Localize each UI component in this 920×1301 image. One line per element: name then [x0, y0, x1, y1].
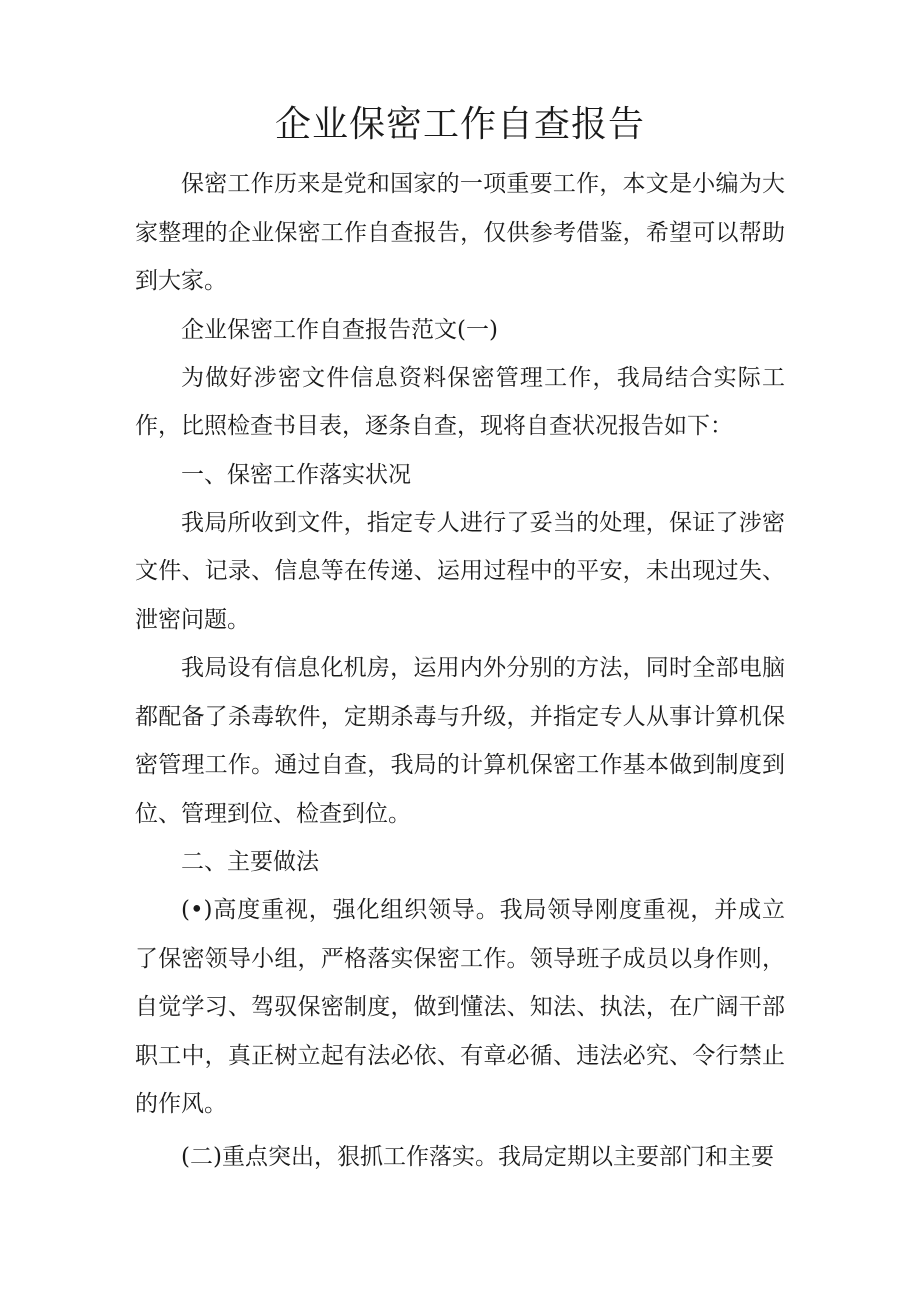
section-heading-implementation: 一、保密工作落实状况 — [181, 461, 411, 488]
document-body — [135, 160, 785, 1181]
document-title: 企业保密工作自查报告 — [274, 104, 645, 145]
paragraph-documents: 我局所收到文件，指定专人进行了妥当的处理，保证了涉密文件、记录、信息等在传递、运用过程中的平安，未出现过失、泄密问题。 — [135, 509, 785, 633]
paragraph-purpose: 为做好涉密文件信息资料保密管理工作，我局结合实际工作，比照检查书目表，逐条自查，现将自查状况报告如下： — [135, 364, 785, 439]
paragraph-leadership: (•)高度重视，强化组织领导。我局领导刚度重视，并成立了保密领导小组，严格落实保密工作。领导班子成员以身作则，自觉学习、驾驭保密制度，做到懂法、知法、执法，在广阔干部职工中，真正树立起有法必依、有章必循、违法必究、令行禁止的作风。 — [135, 897, 785, 1117]
section-heading-sample-one: 企业保密工作自查报告范文(一) — [181, 316, 498, 343]
paragraph-focus: (二)重点突出，狠抓工作落实。我局定期以主要部门和主要 — [181, 1143, 774, 1170]
paragraph-computers: 我局设有信息化机房，运用内外分别的方法，同时全部电脑都配备了杀毒软件，定期杀毒与升级，并指定专人从事计算机保密管理工作。通过自查，我局的计算机保密工作基本做到制度到位、管理到位、检查到位。 — [135, 655, 785, 827]
paragraph-intro: 保密工作历来是党和国家的一项重要工作，本文是小编为大家整理的企业保密工作自查报告，仅供参考借鉴，希望可以帮助到大家。 — [135, 171, 785, 294]
section-heading-main-practices: 二、主要做法 — [181, 849, 319, 875]
